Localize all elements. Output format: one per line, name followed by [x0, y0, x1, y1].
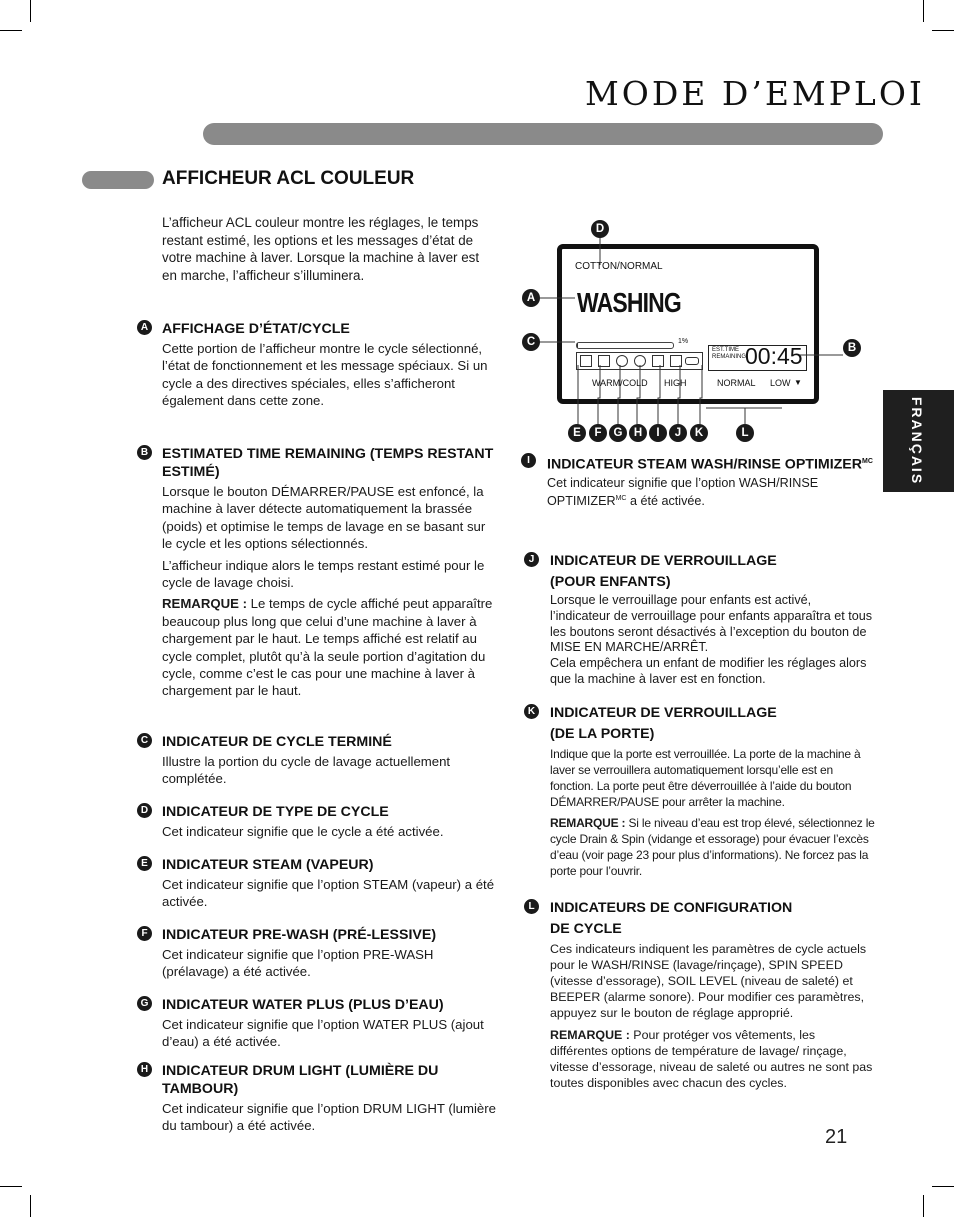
item-b-title: ESTIMATED TIME REMAINING (TEMPS RESTANT ESTIMÉ)	[162, 446, 494, 480]
item-l	[524, 899, 876, 1091]
item-a-title: AFFICHAGE D’ÉTAT/CYCLE	[162, 321, 350, 337]
callout-h: H	[629, 424, 647, 442]
item-j-body-2: Cela empêchera un enfant de modifier les réglages alors que la machine à laver est en fonction.	[550, 656, 867, 686]
item-l-body: Ces indicateurs indiquent les paramètres de cycle actuels pour le WASH/RINSE (lavage/rinçage), SPIN SPEED (vitesse d’essorage), SOIL LEVEL (niveau de saleté) et BEEPER (alarme sonore). Pour modifier ces paramètres, appuyez sur le bouton de réglage approprié.	[550, 942, 867, 1020]
page-number: 21	[825, 1126, 848, 1148]
item-d-title: INDICATEUR DE TYPE DE CYCLE	[162, 804, 389, 820]
setting-spin: HIGH	[664, 378, 687, 388]
item-d-body: Cet indicateur signifie que le cycle a été activée.	[162, 824, 444, 839]
est-time-label-line: REMAINING	[712, 354, 747, 360]
item-c	[137, 733, 497, 788]
time-box	[708, 345, 807, 371]
item-l-note	[550, 1027, 876, 1091]
item-j	[524, 552, 874, 688]
door-lock-icon	[685, 357, 699, 365]
callout-c: C	[522, 333, 540, 351]
setting-beeper: LOW	[770, 378, 791, 388]
item-a	[137, 320, 497, 410]
item-b-body-2: L’afficheur indique alors le temps restant estimé pour le cycle de lavage choisi.	[162, 557, 485, 591]
item-g-title: INDICATEUR WATER PLUS (PLUS D’EAU)	[162, 997, 444, 1013]
callout-l: L	[736, 424, 754, 442]
badge-f: F	[137, 926, 152, 941]
badge-i: I	[521, 453, 536, 468]
callout-e: E	[568, 424, 586, 442]
chevron-down-icon: ▼	[794, 378, 802, 387]
option-icons	[576, 352, 703, 370]
callout-i: I	[649, 424, 667, 442]
item-k	[524, 704, 876, 879]
callout-k: K	[690, 424, 708, 442]
est-time-label-line: EST.TIME	[712, 347, 740, 353]
page-title: MODE D’EMPLOI	[585, 74, 925, 113]
wash-rinse-optimizer-icon	[652, 355, 664, 367]
item-i-title-text: INDICATEUR STEAM WASH/RINSE OPTIMIZER	[547, 456, 863, 473]
item-a-body: Cette portion de l’afficheur montre le cycle sélectionné, l’état de fonctionnement et les message spéciaux. Si un cycle a des directives spéciales, elles s’afficheront également dans cette zone.	[162, 341, 488, 409]
trademark-sup: MC	[615, 495, 627, 503]
progress-percent: 1%	[678, 338, 689, 345]
prewash-icon	[598, 355, 610, 367]
crop-mark	[30, 0, 31, 22]
item-k-note	[550, 815, 876, 879]
section-title: AFFICHEUR ACL COULEUR	[162, 168, 415, 189]
item-f	[137, 926, 497, 981]
item-k-body: Indique que la porte est verrouillée. La porte de la machine à laver se verrouillera automatiquement lorsqu’elle est en fonction. La porte peut être déverrouillée à l’aide du bouton DÉMARRER/PAUSE pour arrêter la machine.	[550, 747, 861, 809]
header-bar	[203, 123, 883, 145]
note-label: REMARQUE :	[550, 816, 626, 830]
note-label: REMARQUE :	[550, 1028, 630, 1042]
callout-f: F	[589, 424, 607, 442]
crop-mark	[0, 1186, 22, 1187]
language-tab-label: FRANÇAIS	[909, 396, 925, 486]
item-h-body: Cet indicateur signifie que l’option DRUM LIGHT (lumière du tambour) a été activée.	[162, 1101, 496, 1134]
badge-l: L	[524, 899, 539, 914]
note-text: Le temps de cycle affiché peut apparaître beaucoup plus long que celui d’une machine à laver à chargement par le haut. Le temps affiché est relatif au cycle complet, plutôt qu’à la seule portion d’agitation du cycle, comme c’est le cas pour une machine à laver à chargement par le haut.	[162, 596, 493, 699]
display-cycle: COTTON/NORMAL	[575, 261, 663, 272]
callout-j: J	[669, 424, 687, 442]
crop-mark	[923, 0, 924, 22]
item-b	[137, 445, 497, 700]
item-e-body: Cet indicateur signifie que l’option STEAM (vapeur) a été activée.	[162, 877, 495, 910]
badge-k: K	[524, 704, 539, 719]
item-c-body: Illustre la portion du cycle de lavage actuellement complétée.	[162, 754, 451, 787]
steam-icon	[580, 355, 592, 367]
callout-b: B	[843, 339, 861, 357]
progress-track	[576, 342, 674, 349]
item-g	[137, 996, 497, 1051]
callout-g: G	[609, 424, 627, 442]
item-l-title: INDICATEURS DE CONFIGURATION	[550, 900, 793, 916]
setting-soil: NORMAL	[717, 378, 756, 388]
badge-c: C	[137, 733, 152, 748]
water-plus-icon	[616, 355, 628, 367]
item-k-title-2: (DE LA PORTE)	[550, 726, 655, 742]
item-c-title: INDICATEUR DE CYCLE TERMINÉ	[162, 734, 392, 750]
callout-d: D	[591, 220, 609, 238]
note-label: REMARQUE :	[162, 596, 247, 612]
intro-paragraph: L’afficheur ACL couleur montre les réglages, le temps restant estimé, les options et les messages d’état de votre machine à laver. Lorsque la machine à laver est en marche, l’afficheur s’illuminera.	[162, 215, 480, 283]
item-f-body: Cet indicateur signifie que l’option PRE-WASH (prélavage) a été activée.	[162, 947, 434, 980]
item-d	[137, 803, 497, 840]
display-time: 00:45	[745, 343, 803, 369]
crop-mark	[0, 30, 22, 31]
item-b-note	[162, 595, 497, 699]
item-i-body-text: Cet indicateur signifie que l’option WASH/RINSE OPTIMIZER	[547, 475, 819, 509]
language-tab	[883, 390, 954, 492]
crop-mark	[923, 1195, 924, 1217]
badge-j: J	[524, 552, 539, 567]
item-l-title-2: DE CYCLE	[550, 921, 622, 937]
item-b-body: Lorsque le bouton DÉMARRER/PAUSE est enfoncé, la machine à laver détecte automatiquement la brassée (poids) et optimise le temps de lavage en se basant sur le cycle et les options sélectionnés.	[162, 484, 486, 552]
display-status: WASHING	[577, 287, 681, 318]
crop-mark	[932, 30, 954, 31]
badge-d: D	[137, 803, 152, 818]
badge-e: E	[137, 856, 152, 871]
note-text: Si le niveau d’eau est trop élevé, sélectionnez le cycle Drain & Spin (vidange et essorage) pour évacuer l’excès d’eau (voir page 23 pour plus d’informations). Ne forcez pas la porte pour l’ouvrir.	[550, 816, 875, 878]
crop-mark	[932, 1186, 954, 1187]
item-j-body: Lorsque le verrouillage pour enfants est activé, l’indicateur de verrouillage pour enfants apparaîtra et tous les boutons seront désactivés à l’exception du bouton de MISE EN MARCHE/ARRÊT.	[550, 593, 873, 655]
item-e-title: INDICATEUR STEAM (VAPEUR)	[162, 857, 374, 873]
crop-mark	[30, 1195, 31, 1217]
item-f-title: INDICATEUR PRE-WASH (PRÉ-LESSIVE)	[162, 927, 437, 943]
callout-a: A	[522, 289, 540, 307]
item-i-body-end: a été activée.	[626, 494, 705, 509]
progress-fill	[577, 343, 578, 348]
drum-light-icon	[634, 355, 646, 367]
badge-g: G	[137, 996, 152, 1011]
item-h-title: INDICATEUR DRUM LIGHT (LUMIÈRE DU TAMBOUR)	[162, 1063, 439, 1097]
lcd-display	[557, 244, 819, 404]
item-i	[521, 453, 881, 510]
badge-h: H	[137, 1062, 152, 1077]
setting-wash-rinse: WARM/COLD	[592, 378, 648, 388]
item-j-title-2: (POUR ENFANTS)	[550, 574, 671, 590]
item-i-body	[547, 476, 881, 510]
badge-a: A	[137, 320, 152, 335]
trademark-sup: MC	[862, 458, 873, 465]
badge-b: B	[137, 445, 152, 460]
item-g-body: Cet indicateur signifie que l’option WATER PLUS (ajout d’eau) a été activée.	[162, 1017, 484, 1050]
item-h	[137, 1062, 497, 1135]
child-lock-icon	[670, 355, 682, 367]
item-e	[137, 856, 497, 911]
note-text: Pour protéger vos vêtements, les différentes options de température de lavage/ rinçage, vitesse d’essorage, niveau de saleté ou autres ne sont pas toutes disponibles avec chacun des cycles.	[550, 1028, 873, 1090]
item-j-title: INDICATEUR DE VERROUILLAGE	[550, 553, 777, 569]
section-marker	[82, 171, 154, 189]
item-k-title: INDICATEUR DE VERROUILLAGE	[550, 705, 777, 721]
item-i-title	[547, 453, 881, 474]
